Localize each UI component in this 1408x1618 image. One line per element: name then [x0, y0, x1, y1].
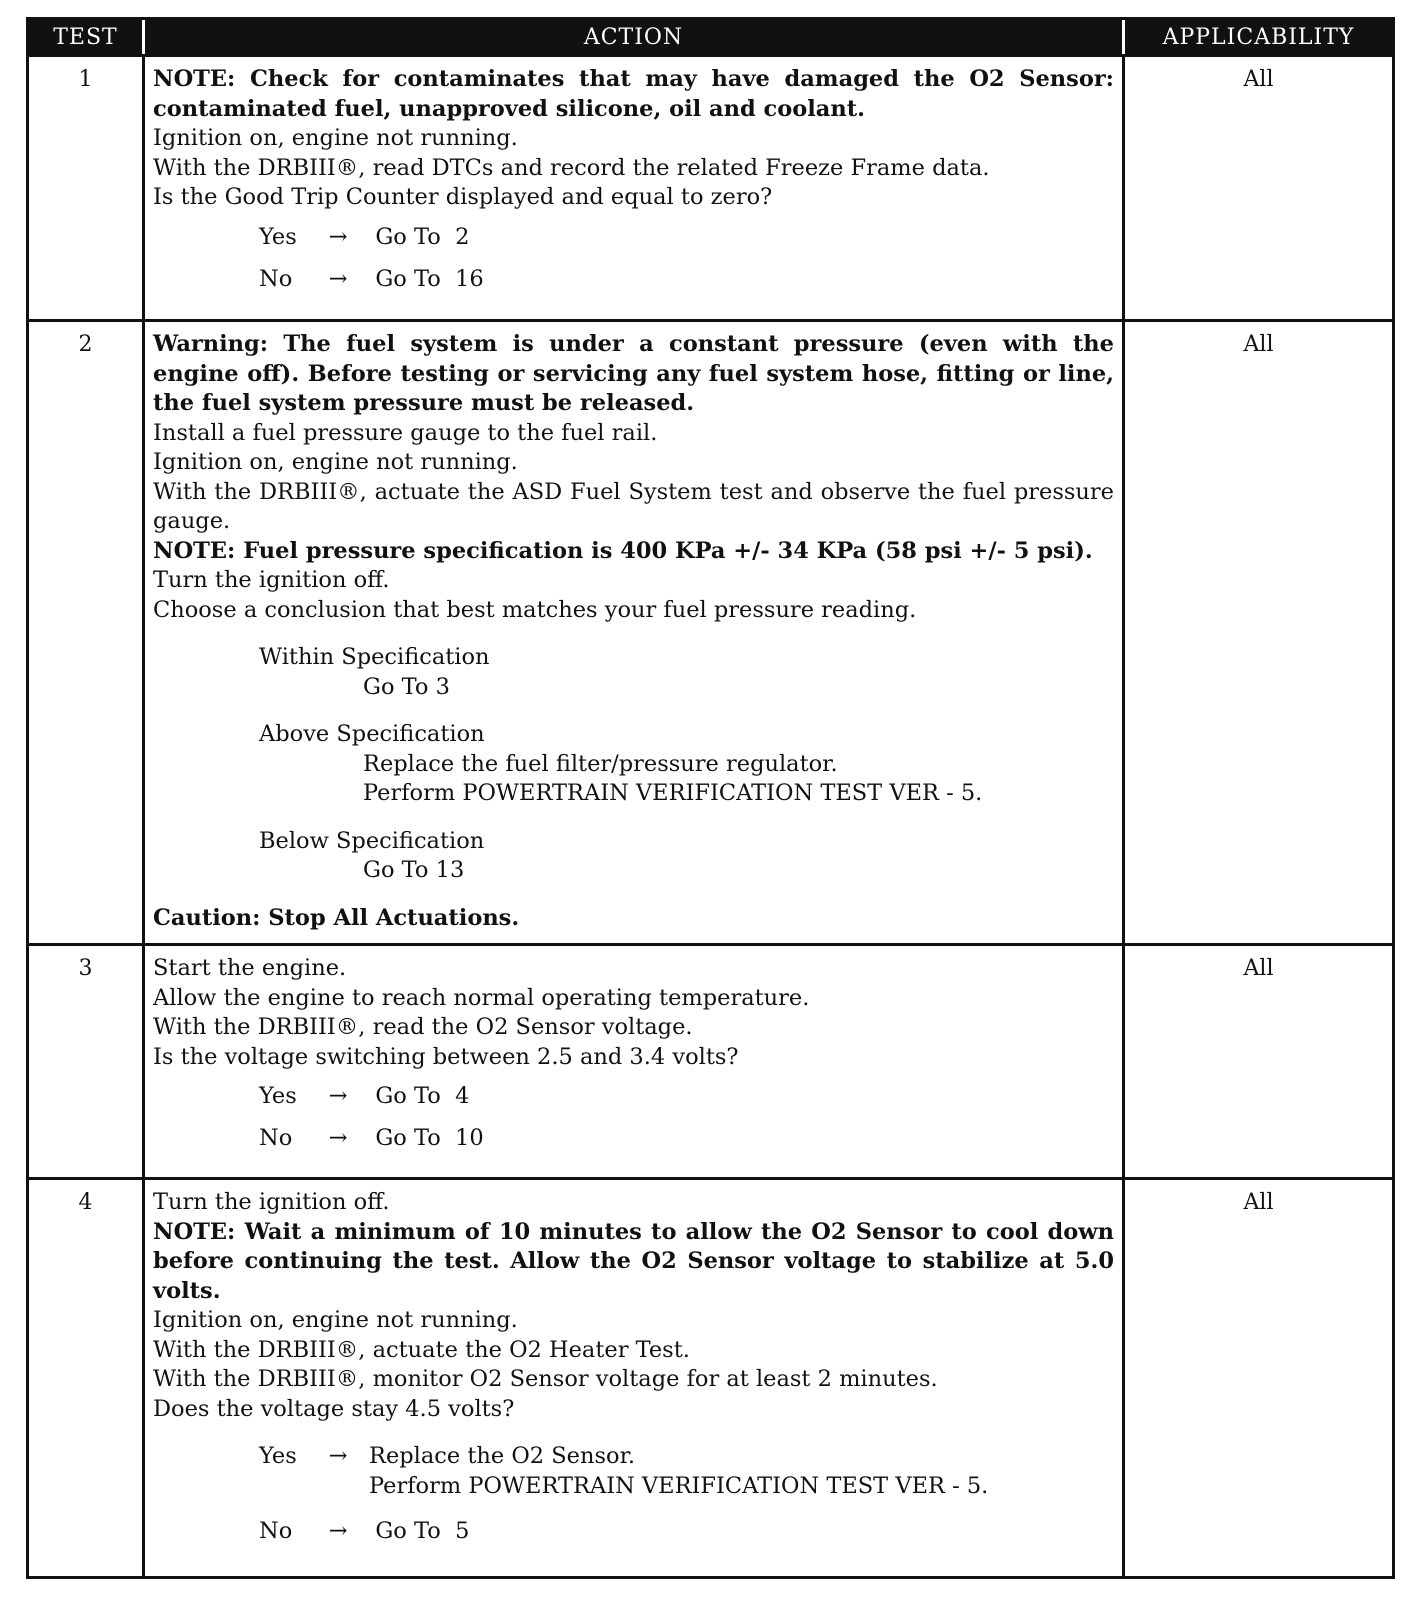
step-text: With the DRBIII®, read the O2 Sensor voltage.: [153, 1014, 693, 1040]
applicability-value: All: [1243, 67, 1274, 92]
arrow-icon: →: [328, 1083, 348, 1109]
step-text: Is the Good Trip Counter displayed and equal to zero?: [153, 184, 773, 210]
conclusion-below: [259, 827, 1114, 886]
conclusion-within: [259, 643, 1114, 702]
answer-action: Replace the O2 Sensor.: [369, 1443, 636, 1469]
step-text: Turn the ignition off.: [153, 1189, 390, 1215]
header-applicability: APPLICABILITY: [1162, 24, 1355, 50]
step-text: Is the voltage switching between 2.5 and 3.4 volts?: [153, 1043, 739, 1070]
arrow-icon: →: [328, 223, 348, 250]
conclusion-label: Below Specification: [259, 827, 485, 854]
answer-action: Perform POWERTRAIN VERIFICATION TEST VER - 5.: [369, 1472, 989, 1499]
answer-no: [259, 1114, 1114, 1162]
answer-action: Go To 16: [375, 265, 484, 292]
answer-action: Go To 2: [375, 223, 470, 250]
action-cell: [145, 322, 1125, 943]
answer-yes: [259, 1442, 1114, 1501]
step-text: With the DRBIII®, actuate the O2 Heater Test.: [153, 1336, 690, 1363]
conclusion-label: Above Specification: [259, 721, 485, 747]
diagnostic-table: [26, 17, 1395, 1579]
answer-action: Go To 10: [375, 1125, 484, 1151]
test-number: 4: [29, 1180, 145, 1576]
answer-label: No: [259, 1125, 293, 1151]
answer-label: Yes: [259, 1443, 297, 1469]
table-row: [29, 54, 1392, 319]
answer-action: Go To 4: [375, 1083, 470, 1109]
step-text: Ignition on, engine not running.: [153, 1307, 518, 1333]
answer-label: Yes: [259, 223, 297, 250]
header-test: TEST: [29, 20, 145, 54]
action-cell: [145, 1180, 1125, 1576]
step-text: With the DRBIII®, monitor O2 Sensor voltage for at least 2 minutes.: [153, 1366, 938, 1392]
test-number: 3: [29, 946, 145, 1177]
applicability-value: All: [1243, 956, 1274, 981]
conclusion-action: Replace the fuel filter/pressure regulator.: [363, 750, 838, 777]
answer-yes: [259, 1072, 1114, 1120]
answer-label: No: [259, 265, 293, 292]
step-text: Choose a conclusion that best matches your fuel pressure reading.: [153, 596, 917, 623]
answer-label: No: [259, 1518, 293, 1544]
note-text: NOTE: Check for contaminates that may have damaged the O2 Sensor: contaminated fuel, unapproved silicone, oil and coolant.: [153, 66, 1114, 122]
note-text: NOTE: Wait a minimum of 10 minutes to allow the O2 Sensor to cool down before continuing the test. Allow the O2 Sensor voltage to stabilize at 5.0 volts.: [153, 1218, 1114, 1304]
table-row: [29, 943, 1392, 1177]
test-number: 2: [29, 322, 145, 943]
caution-text: Caution: Stop All Actuations.: [153, 904, 520, 931]
table-row: [29, 319, 1392, 943]
answer-yes: [259, 213, 1114, 261]
answer-no: [259, 1507, 1114, 1555]
answer-no: [259, 255, 1114, 303]
conclusion-above: [259, 720, 1114, 809]
conclusion-action: Perform POWERTRAIN VERIFICATION TEST VER - 5.: [363, 780, 983, 806]
step-text: Does the voltage stay 4.5 volts?: [153, 1395, 515, 1422]
conclusion-action: Go To 3: [363, 673, 450, 700]
arrow-icon: →: [328, 265, 348, 292]
test-number: 1: [29, 57, 145, 319]
step-text: With the DRBIII®, read DTCs and record the related Freeze Frame data.: [153, 154, 990, 181]
answer-action: Go To 5: [375, 1518, 470, 1544]
table-header: [29, 20, 1392, 54]
note-text: NOTE: Fuel pressure specification is 400 KPa +/- 34 KPa (58 psi +/- 5 psi).: [153, 537, 1093, 564]
table-row: [29, 1177, 1392, 1576]
warning-text: Warning: The fuel system is under a constant pressure (even with the engine off). Before testing or servicing any fuel system hose, fitting or line, the fuel system pressure must be released.: [153, 331, 1114, 416]
step-text: Turn the ignition off.: [153, 567, 390, 593]
step-text: Allow the engine to reach normal operating temperature.: [153, 984, 810, 1011]
step-text: Install a fuel pressure gauge to the fuel rail.: [153, 419, 658, 446]
action-cell: [145, 57, 1125, 319]
arrow-icon: →: [328, 1125, 348, 1151]
arrow-icon: →: [328, 1518, 348, 1544]
applicability-value: All: [1243, 1190, 1274, 1215]
conclusion-action: Go To 13: [363, 857, 465, 883]
answer-label: Yes: [259, 1083, 297, 1109]
step-text: With the DRBIII®, actuate the ASD Fuel System test and observe the fuel pressure gauge.: [153, 478, 1114, 534]
action-cell: [145, 946, 1125, 1177]
arrow-icon: →: [328, 1443, 348, 1469]
applicability-value: All: [1243, 332, 1274, 357]
conclusion-label: Within Specification: [259, 644, 490, 670]
step-text: Start the engine.: [153, 955, 347, 981]
header-action: ACTION: [145, 20, 1125, 54]
step-text: Ignition on, engine not running.: [153, 449, 518, 475]
step-text: Ignition on, engine not running.: [153, 125, 518, 151]
